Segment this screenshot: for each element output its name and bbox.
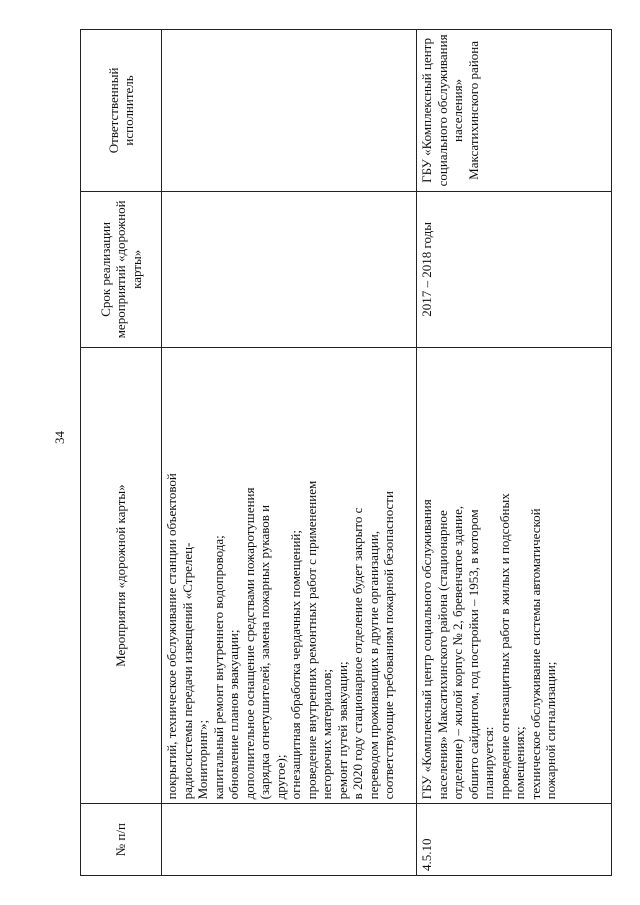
activity-line: пожарной сигнализации;: [543, 661, 558, 800]
activity-line: покрытий, техническое обслуживание станции объектовой: [164, 473, 179, 800]
page-number: 34: [52, 431, 67, 444]
activity-line: соответствующие требованиям пожарной безопасности: [381, 491, 396, 800]
activity-line: Мониторинг»;: [195, 719, 210, 800]
activity-line: отделение) – жилой корпус № 2, бревенчатое здание,: [450, 505, 465, 800]
activity-line: проведение внутренних ремонтных работ с применением: [303, 480, 319, 800]
row-activities: [162, 347, 417, 804]
table-header-row: [81, 30, 162, 876]
activity-line: обновление планов эвакуации;: [226, 629, 241, 800]
rotated-table-container: [80, 29, 620, 876]
activity-line: дополнительное оснащение средствами пожаротушения: [241, 487, 257, 800]
row-executor: ГБУ «Комплексный центр социального обслуживания населения» Максатихинского района: [417, 30, 612, 192]
activity-line: огнезащитная обработка чердачных помещений;: [288, 530, 303, 800]
activity-line: проведение огнезащитных работ в жилых и подсобных: [496, 493, 512, 800]
activity-line: другое);: [272, 754, 288, 800]
row-term: [162, 191, 417, 347]
row-number: 4.5.10: [417, 804, 612, 876]
header-executor: Ответственный исполнитель: [81, 30, 162, 192]
activity-line: переводом проживающих в другие организации,: [365, 530, 381, 800]
row-term: 2017 – 2018 годы: [417, 191, 612, 347]
roadmap-table: [80, 29, 612, 876]
header-activities: Мероприятия «дорожной карты»: [81, 347, 162, 804]
activity-line: техническое обслуживание системы автоматической: [527, 508, 543, 800]
activity-line: планируется:: [481, 726, 496, 800]
row-executor: [162, 30, 417, 192]
activity-line: обшито сайдингом, год постройки – 1953, в котором: [465, 509, 481, 800]
header-number: № п/п: [81, 804, 162, 876]
row-activities: [417, 347, 612, 804]
table-row: [162, 30, 417, 876]
activity-line: капитальный ремонт внутреннего водопровода;: [210, 535, 226, 800]
activity-line: ГБУ «Комплексный центр социального обслуживания: [419, 499, 434, 800]
table-row: [417, 30, 612, 876]
row-number: [162, 804, 417, 876]
activity-line: негорючих материалов;: [319, 669, 334, 800]
header-term: Срок реализации мероприятий «дорожной карты»: [81, 191, 162, 347]
activity-line: в 2020 году стационарное отделение будет закрыто с: [350, 507, 365, 800]
activity-line: радиосистемы передачи извещений «Стрелец-: [179, 542, 195, 800]
activity-line: (зарядка огнетушителей, замена пожарных рукавов и: [257, 504, 272, 800]
activity-line: помещениях;: [512, 726, 527, 800]
activity-line: ремонт путей эвакуации;: [334, 661, 350, 800]
activity-line: населения» Максатихинского района (стационарное: [434, 510, 450, 800]
